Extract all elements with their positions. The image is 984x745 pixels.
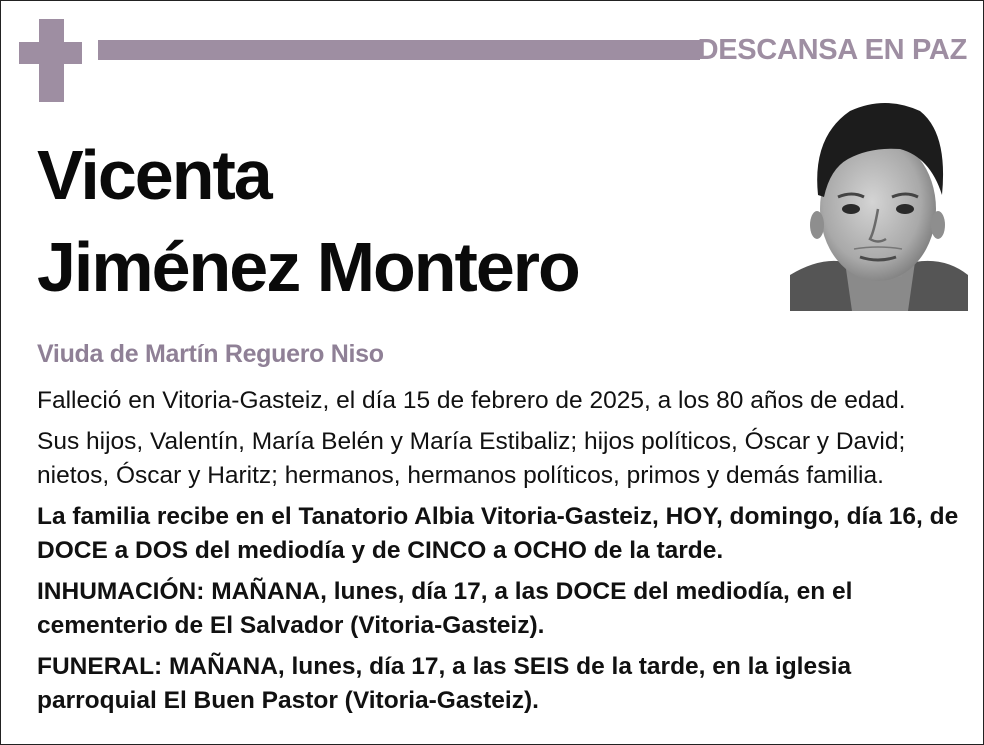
funeral-notice: FUNERAL: MAÑANA, lunes, día 17, a las SEIS de la tarde, en la iglesia parroquial El Buen Pastor (Vitoria-Gasteiz). bbox=[37, 653, 852, 714]
deceased-name bbox=[37, 129, 767, 313]
header-rule bbox=[98, 40, 700, 60]
death-notice: Falleció en Vitoria-Gasteiz, el día 15 de febrero de 2025, a los 80 años de edad. bbox=[37, 387, 906, 414]
deceased-portrait bbox=[790, 97, 968, 311]
visitation-notice: La familia recibe en el Tanatorio Albia Vitoria-Gasteiz, HOY, domingo, día 16, de DOCE a DOS del mediodía y de CINCO a OCHO de la tarde. bbox=[37, 503, 959, 564]
deceased-surnames: Jiménez Montero bbox=[37, 228, 579, 306]
cross-icon-bar bbox=[19, 42, 82, 64]
notice-body bbox=[37, 384, 967, 725]
relation-subtitle: Viuda de Martín Reguero Niso bbox=[37, 340, 384, 368]
deceased-first-name: Vicenta bbox=[37, 136, 271, 214]
family-notice: Sus hijos, Valentín, María Belén y María Estibaliz; hijos políticos, Óscar y David; nietos, Óscar y Haritz; hermanos, hermanos políticos, primos y demás familia. bbox=[37, 428, 906, 489]
burial-notice: INHUMACIÓN: MAÑANA, lunes, día 17, a las DOCE del mediodía, en el cementerio de El Salvador (Vitoria-Gasteiz). bbox=[37, 578, 853, 639]
header-label: DESCANSA EN PAZ bbox=[697, 34, 967, 66]
